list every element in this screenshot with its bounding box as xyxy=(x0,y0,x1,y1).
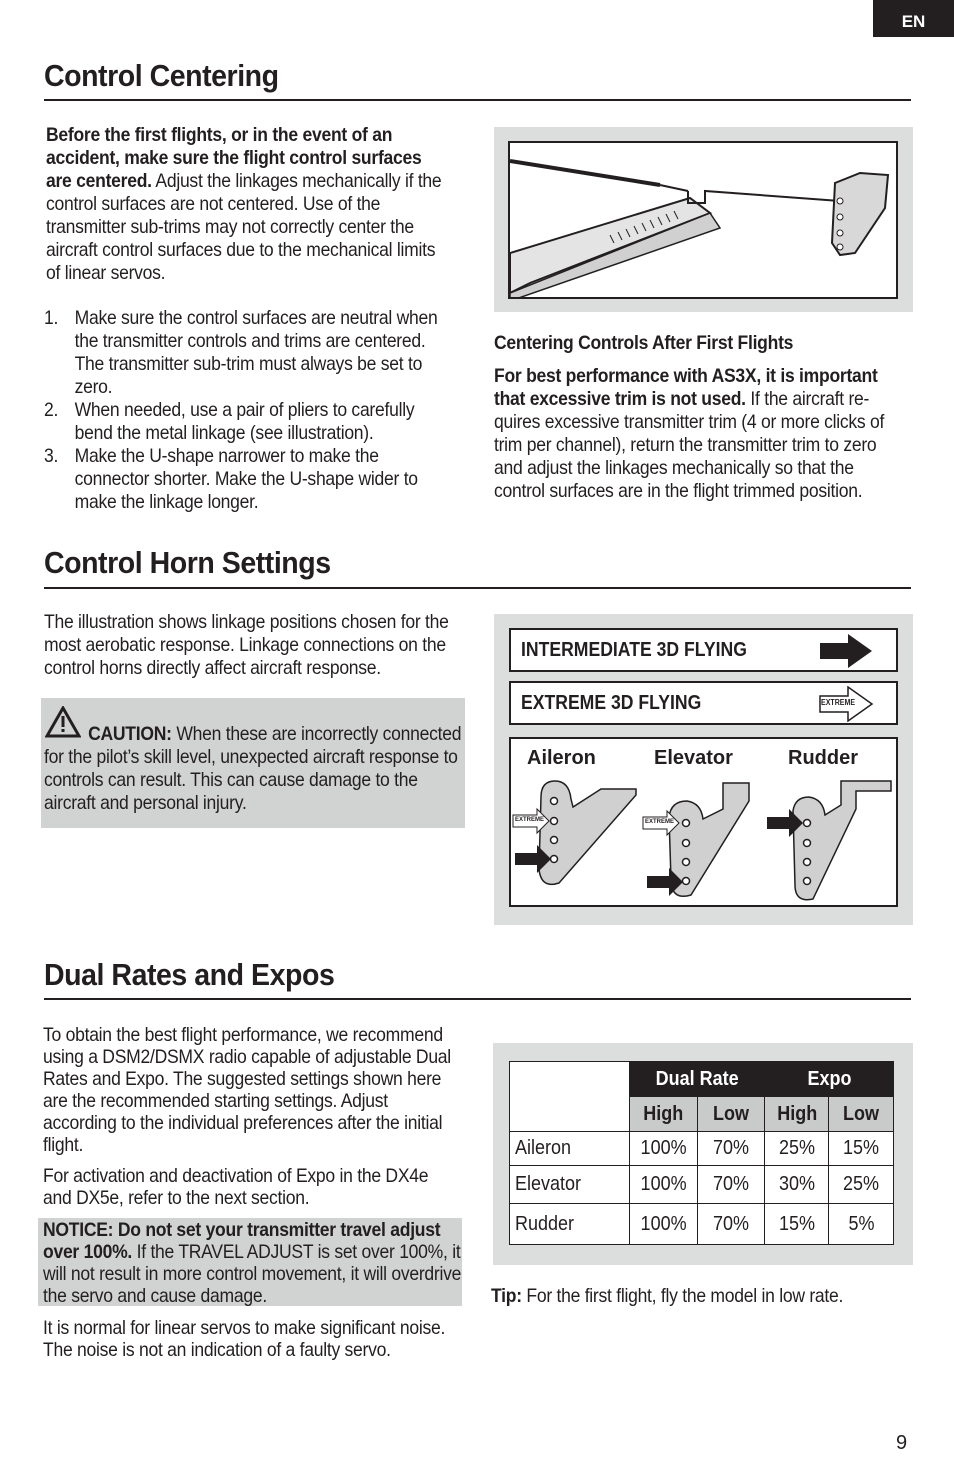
horn-illustration-panel xyxy=(494,614,913,925)
centering-intro-bold: Before the first flights, or in the event of an accident, make sure the flight control surfaces are centered. xyxy=(46,124,422,192)
list-item: 3. Make the U-shape narrower to make the connector shorter. Make the U-shape wider to make the linkage longer. xyxy=(44,445,418,513)
rates-p1: To obtain the best flight performance, we recommend using a DSM2/DSMX radio capable of adjustable Dual Rates and Expo. The suggested settings shown here are the recommended starting settings. Adjust according to the individual preferences after the initial flight. xyxy=(43,1024,451,1156)
notice-box xyxy=(38,1218,462,1306)
rates-tip: Tip: For the first flight, fly the model in low rate. xyxy=(491,1285,844,1307)
rates-table xyxy=(509,1061,894,1245)
page-number: 9 xyxy=(896,1432,908,1454)
linkage-drawing xyxy=(510,143,898,299)
linkage-illustration xyxy=(508,141,898,299)
centering-after-rest: If the aircraft re-quires excessive transmitter trim (4 or more clicks of trim per channel), return the transmitter trim to zero and adjust the linkages mechanically so that the control surfaces are in the flight trimmed position. xyxy=(494,388,885,502)
extreme-tag-elevator: EXTREME xyxy=(645,819,675,825)
subheader-low: Low xyxy=(829,1097,894,1132)
tip-label: Tip: xyxy=(491,1285,522,1307)
horn-diagram xyxy=(509,737,898,907)
notice-bold: NOTICE: Do not set your transmitter travel adjust over 100%. xyxy=(43,1219,441,1263)
section-rule xyxy=(44,99,911,101)
banner-intermediate: INTERMEDIATE 3D FLYING xyxy=(509,628,898,672)
caution-box xyxy=(41,698,465,828)
centering-intro-rest: Adjust the linkages mechanically if the control surfaces are not centered. Use of the transmitter sub-trims may not correctly center the aircraft control surfaces due to the mechanical limits of linear servos. xyxy=(46,170,442,284)
section-title-dual-rates: Dual Rates and Expos xyxy=(44,957,335,992)
language-tab: EN xyxy=(873,0,954,37)
section-rule xyxy=(44,998,911,1000)
rates-p2: For activation and deactivation of Expo in the DX4e and DX5e, refer to the next section. xyxy=(43,1165,429,1209)
surface-label-aileron: Aileron xyxy=(527,747,596,769)
centering-after-text xyxy=(494,365,908,503)
header-expo: Expo xyxy=(765,1062,894,1097)
section-title-control-horn: Control Horn Settings xyxy=(44,545,331,580)
section-rule xyxy=(44,587,911,589)
section-title-control-centering: Control Centering xyxy=(44,58,279,93)
subheader-high: High xyxy=(765,1097,829,1132)
banner-extreme: EXTREME 3D FLYING EXTREME xyxy=(509,681,898,725)
caution-text: CAUTION: When these are incorrectly connected for the pilot’s skill level, unexpected aircraft response to controls can result. This can cause damage to the aircraft and personal injury. xyxy=(44,723,462,814)
surface-label-rudder: Rudder xyxy=(788,747,858,769)
list-item: 1. Make sure the control surfaces are neutral when the transmitter controls and trims are centered. The transmitter sub-trim must always be set to zero. xyxy=(44,307,438,398)
header-dual-rate: Dual Rate xyxy=(629,1062,765,1097)
centering-after-bold: For best performance with AS3X, it is important that excessive trim is not used. xyxy=(494,365,878,410)
subheader-high: High xyxy=(629,1097,697,1132)
extreme-tag-aileron: EXTREME xyxy=(515,817,545,823)
extreme-tag: EXTREME xyxy=(821,698,856,707)
subheader-low: Low xyxy=(697,1097,765,1132)
horn-intro: The illustration shows linkage positions chosen for the most aerobatic response. Linkage connections on the control horns directly affect aircraft response. xyxy=(44,611,449,679)
notice-text: NOTICE: Do not set your transmitter travel adjust over 100%. If the TRAVEL ADJUST is set over 100%, it will not result in more control movement, it will overdrive the servo and cause damage. xyxy=(43,1219,462,1307)
centering-steps xyxy=(44,307,451,514)
table-row: Elevator 100% 70% 30% 25% xyxy=(510,1166,894,1204)
table-row: Aileron 100% 70% 25% 15% xyxy=(510,1132,894,1166)
list-item: 2. When needed, use a pair of pliers to carefully bend the metal linkage (see illustration). xyxy=(44,399,415,444)
caution-label: CAUTION: xyxy=(88,723,172,745)
surface-label-elevator: Elevator xyxy=(654,747,733,769)
control-horns-drawing xyxy=(511,739,896,905)
linkage-illustration-panel xyxy=(494,127,913,312)
centering-intro xyxy=(46,124,451,285)
rates-p3: It is normal for linear servos to make significant noise. The noise is not an indication of a faulty servo. xyxy=(43,1317,446,1361)
table-row: Rudder 100% 70% 15% 5% xyxy=(510,1204,894,1245)
arrow-solid-icon xyxy=(818,633,874,669)
table-corner xyxy=(510,1062,630,1132)
centering-after-title: Centering Controls After First Flights xyxy=(494,332,794,354)
rates-table-panel xyxy=(493,1043,913,1265)
